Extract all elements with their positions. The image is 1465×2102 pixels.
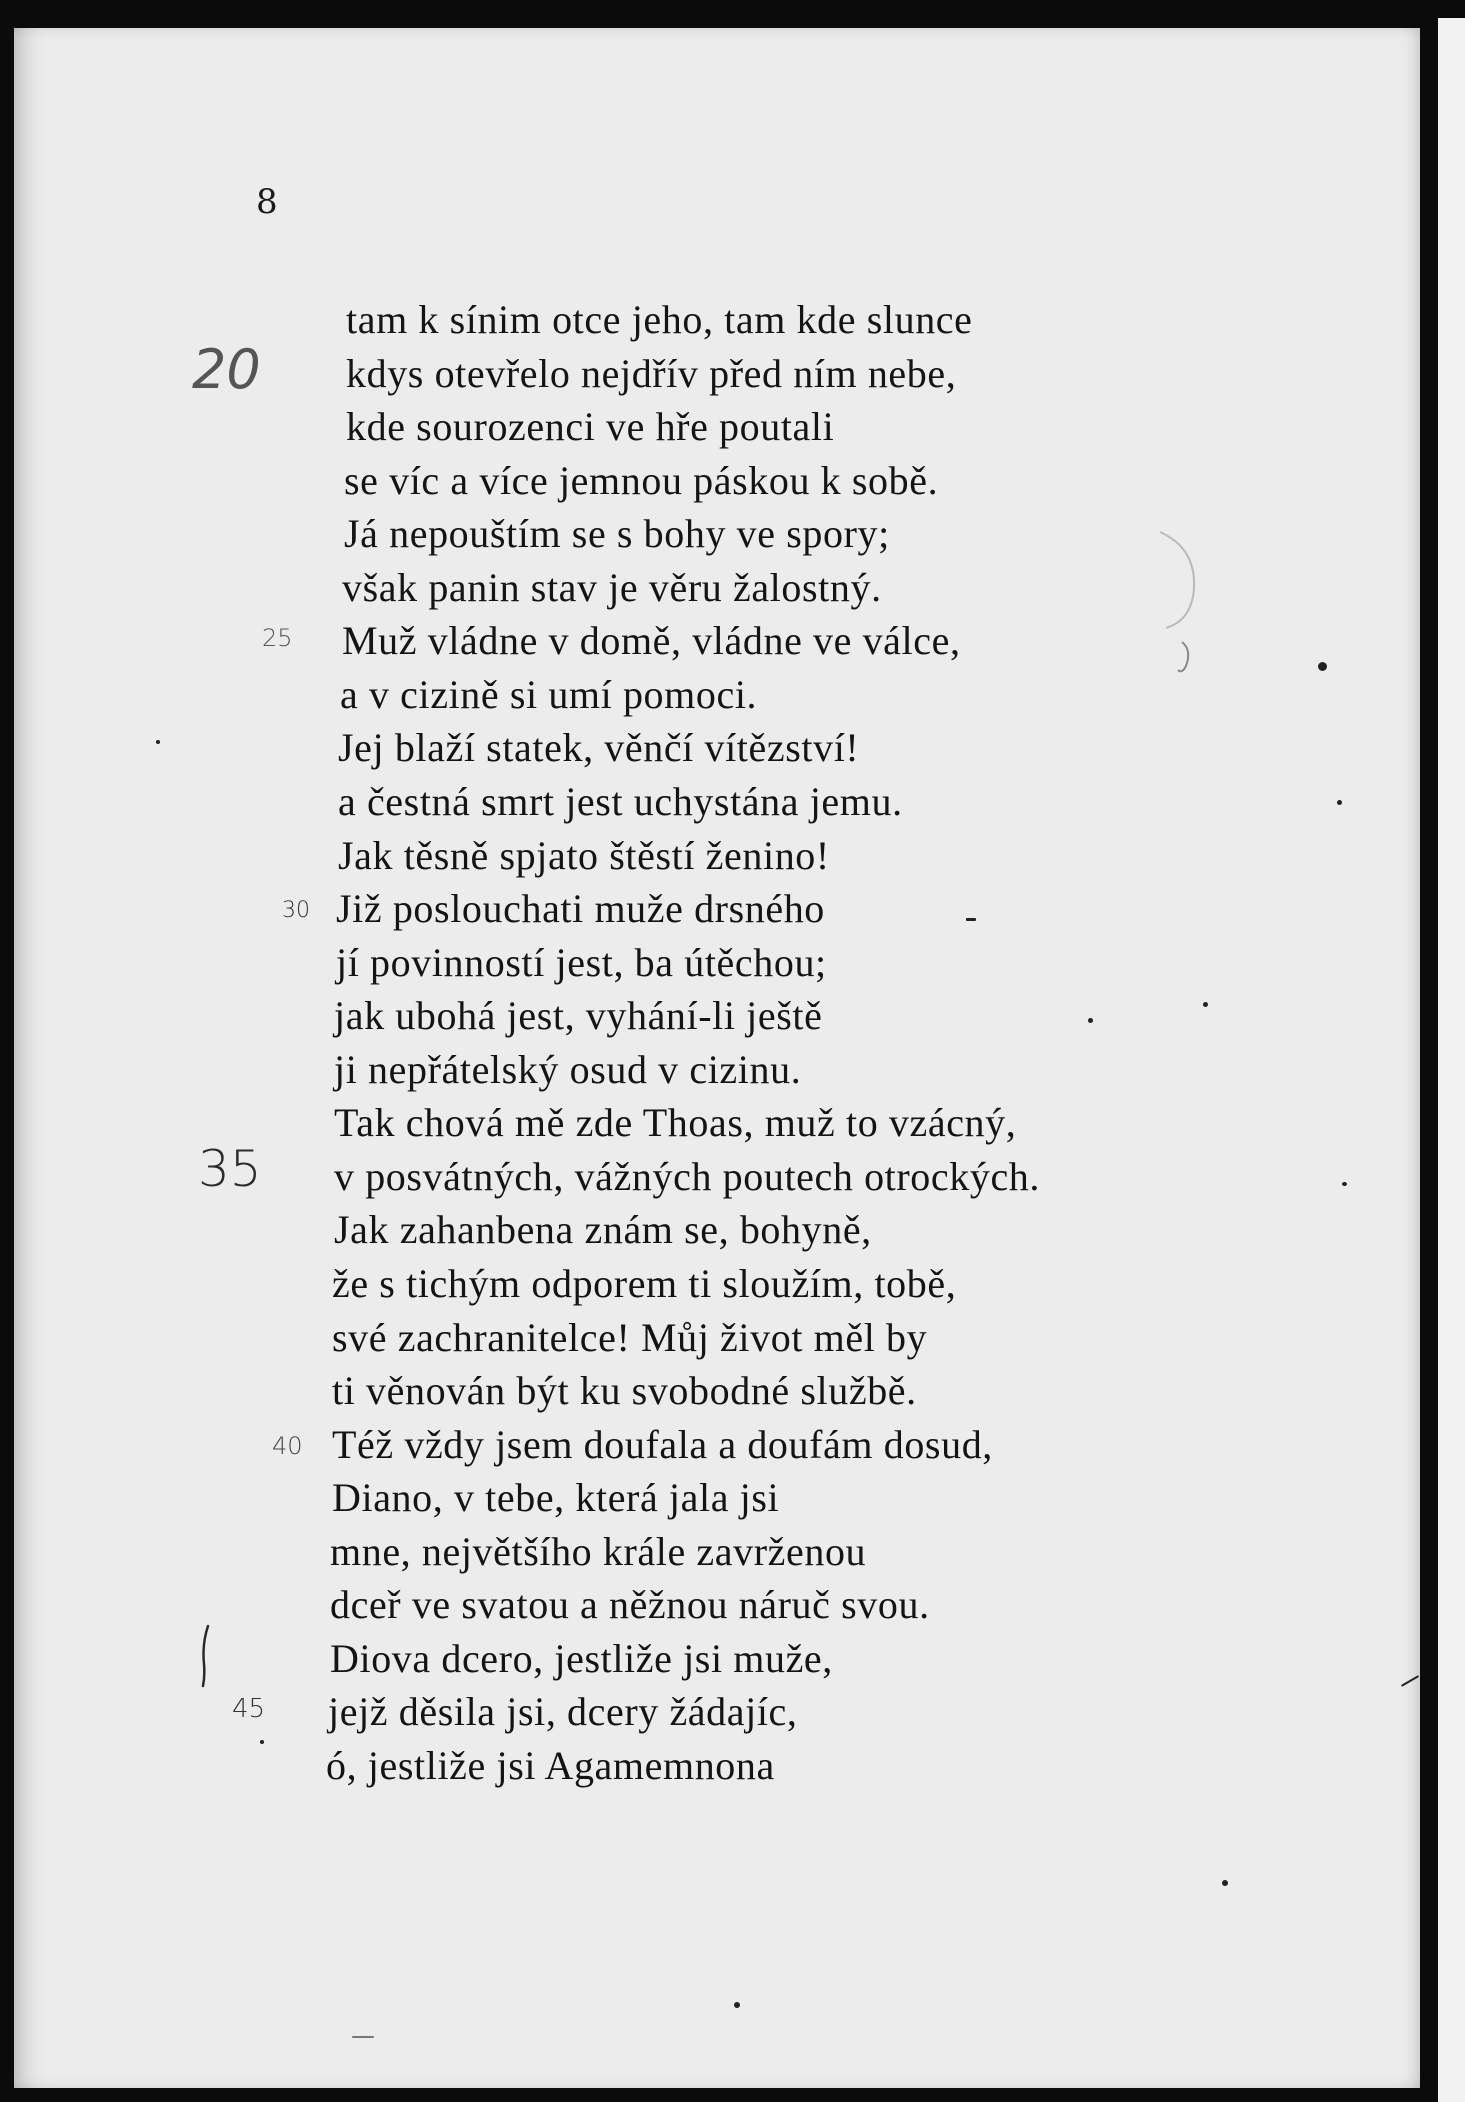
dust-speck xyxy=(1337,800,1342,805)
poem-line: dceř ve svatou a něžnou náruč svou. xyxy=(330,1582,930,1627)
poem-line: ti věnován být ku svobodné službě. xyxy=(332,1368,917,1413)
dust-speck xyxy=(260,1740,264,1744)
poem-line: Diano, v tebe, která jala jsi xyxy=(332,1475,780,1520)
dust-speck xyxy=(966,918,976,921)
poem-line: Jej blaží statek, věnčí vítězství! xyxy=(338,725,860,770)
poem-line: jak ubohá jest, vyhání-li ještě xyxy=(334,993,823,1038)
poem-line: a čestná smrt jest uchystána jemu. xyxy=(338,779,903,824)
poem-line: kdys otevřelo nejdřív před ním nebe, xyxy=(346,351,957,396)
poem-line: mne, největšího krále zavrženou xyxy=(330,1529,867,1574)
poem-line: Tak chová mě zde Thoas, muž to vzácný, xyxy=(334,1100,1017,1145)
poem-line: v posvátných, vážných poutech otrockých. xyxy=(334,1154,1041,1199)
poem-line: jí povinností jest, ba útěchou; xyxy=(336,940,827,985)
margin-bracket-mark xyxy=(196,1624,216,1688)
dust-speck xyxy=(734,2002,740,2008)
poem-line: Diova dcero, jestliže jsi muže, xyxy=(330,1636,833,1681)
pencil-mark xyxy=(1152,528,1212,678)
poem-line: se víc a více jemnou páskou k sobě. xyxy=(344,458,939,503)
dust-speck xyxy=(1203,1002,1208,1007)
poem-line: ó, jestliže jsi Agamemnona xyxy=(326,1743,775,1788)
poem-line: Muž vládne v domě, vládne ve válce, xyxy=(342,618,961,663)
poem-line: kde sourozenci ve hře poutali xyxy=(346,404,835,449)
margin-note-30: 30 xyxy=(282,898,310,923)
margin-note-35: 35 xyxy=(198,1140,262,1198)
dust-speck xyxy=(352,2036,374,2038)
poem-line: ji nepřátelský osud v cizinu. xyxy=(334,1047,802,1092)
poem-line: že s tichým odporem ti sloužím, tobě, xyxy=(332,1261,957,1306)
page-number: 8 xyxy=(256,182,278,222)
dust-speck xyxy=(1318,662,1327,671)
dust-speck xyxy=(156,740,160,744)
poem-line: však panin stav je věru žalostný. xyxy=(342,565,882,610)
margin-note-20: 20 xyxy=(192,338,261,401)
margin-note-40: 40 xyxy=(272,1432,303,1460)
poem-line: Již poslouchati muže drsného xyxy=(336,886,825,931)
dust-speck xyxy=(1088,1018,1093,1023)
poem-line: své zachranitelce! Můj život měl by xyxy=(332,1315,928,1360)
next-page-edge xyxy=(1438,18,1465,2102)
poem-line: tam k sínim otce jeho, tam kde slunce xyxy=(346,297,973,342)
dust-speck xyxy=(1222,1880,1228,1886)
poem-line: Já nepouštím se s bohy ve spory; xyxy=(344,511,890,556)
margin-note-45: 45 xyxy=(232,1694,266,1724)
poem-line: Jak zahanbena znám se, bohyně, xyxy=(334,1207,872,1252)
poem-line: a v cizině si umí pomoci. xyxy=(340,672,758,717)
poem-line: Jak těsně spjato štěstí ženino! xyxy=(338,833,830,878)
poem-line: jejž děsila jsi, dcery žádajíc, xyxy=(328,1689,798,1734)
dust-speck xyxy=(1342,1182,1347,1186)
margin-note-25: 25 xyxy=(262,624,293,652)
poem-line: Též vždy jsem doufala a doufám dosud, xyxy=(332,1422,993,1467)
